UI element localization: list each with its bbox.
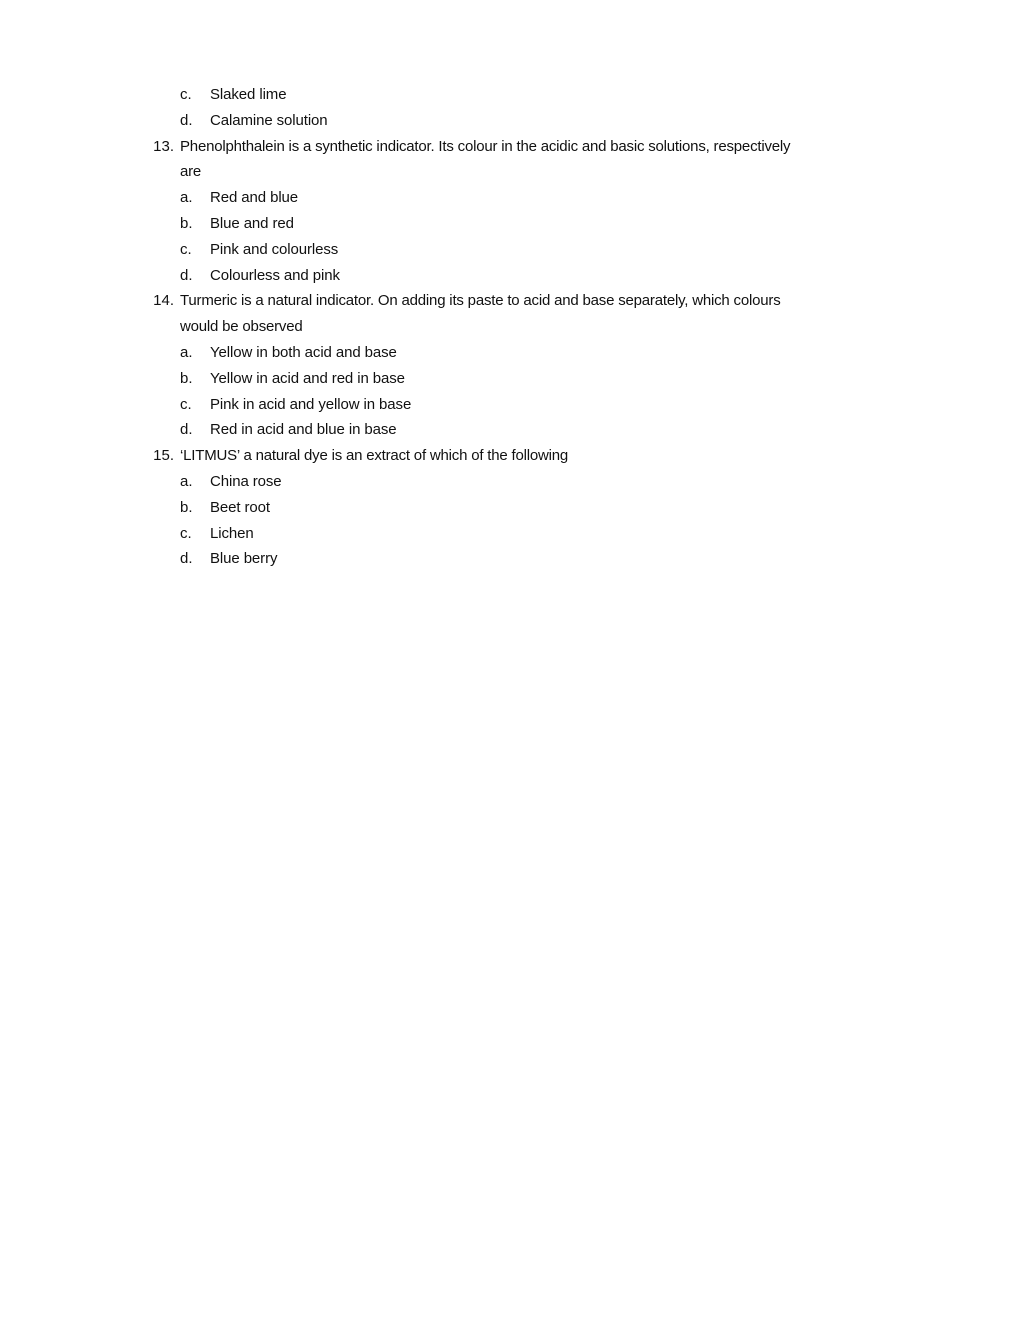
option-text: Calamine solution (210, 111, 328, 129)
option-text: Red in acid and blue in base (210, 421, 397, 439)
question-text: are (180, 163, 202, 181)
option-item (0, 469, 1020, 495)
option-letter: c. (180, 240, 192, 258)
question-block (0, 82, 1020, 134)
question-line (0, 134, 1020, 160)
option-letter: b. (180, 369, 193, 387)
option-text: Pink and colourless (210, 240, 339, 258)
option-letter: d. (180, 421, 193, 439)
option-text: Red and blue (210, 189, 299, 207)
question-line (0, 288, 1020, 314)
option-item (0, 108, 1020, 134)
question-number: 15. (153, 447, 174, 465)
question-line (0, 314, 1020, 340)
option-item (0, 237, 1020, 263)
option-text: Lichen (210, 524, 254, 542)
option-text: Yellow in both acid and base (210, 343, 397, 361)
option-item (0, 82, 1020, 108)
option-item (0, 366, 1020, 392)
question-block (0, 443, 1020, 572)
option-letter: a. (180, 189, 193, 207)
option-letter: b. (180, 214, 193, 232)
option-letter: b. (180, 498, 193, 516)
question-line (0, 443, 1020, 469)
question-number: 14. (153, 292, 174, 310)
option-letter: a. (180, 343, 193, 361)
option-letter: d. (180, 266, 193, 284)
option-item (0, 417, 1020, 443)
document-page (0, 82, 1020, 572)
question-block (0, 134, 1020, 289)
option-text: Beet root (210, 498, 270, 516)
question-line (0, 159, 1020, 185)
option-item (0, 521, 1020, 547)
option-item (0, 392, 1020, 418)
option-text: Blue berry (210, 550, 278, 568)
option-text: Slaked lime (210, 86, 287, 103)
option-item (0, 263, 1020, 289)
option-letter: a. (180, 472, 193, 490)
question-block (0, 288, 1020, 443)
question-text: ‘LITMUS’ a natural dye is an extract of which of the following (180, 447, 569, 465)
option-text: Pink in acid and yellow in base (210, 395, 412, 413)
option-item (0, 185, 1020, 211)
option-letter: c. (180, 86, 192, 103)
option-text: Yellow in acid and red in base (210, 369, 405, 387)
question-number: 13. (153, 137, 174, 155)
option-item (0, 211, 1020, 237)
option-letter: d. (180, 111, 193, 129)
question-text: Turmeric is a natural indicator. On adding its paste to acid and base separately, which colours (180, 292, 781, 310)
option-item (0, 495, 1020, 521)
question-text: Phenolphthalein is a synthetic indicator. Its colour in the acidic and basic solutions, respectively (180, 137, 791, 155)
option-letter: c. (180, 395, 192, 413)
option-text: Colourless and pink (210, 266, 340, 284)
option-letter: c. (180, 524, 192, 542)
option-item (0, 546, 1020, 572)
option-letter: d. (180, 550, 193, 568)
option-item (0, 340, 1020, 366)
option-text: China rose (210, 472, 282, 490)
option-text: Blue and red (210, 214, 294, 232)
question-text: would be observed (180, 318, 303, 336)
